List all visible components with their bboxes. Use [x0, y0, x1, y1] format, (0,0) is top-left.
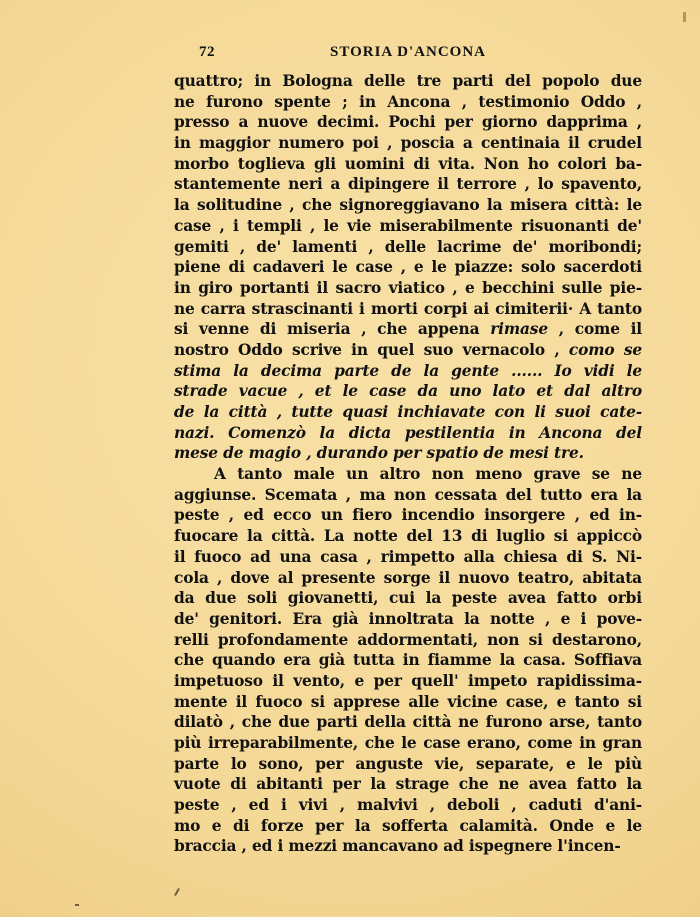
- text-line: mo e di forze per la sofferta calamità. Onde e le: [174, 816, 642, 835]
- text-line: ne carra strascinanti i morti corpi ai cimiterii· A tanto: [174, 299, 642, 318]
- text-line: peste , ed ecco un fiero incendio insorgere , ed in-: [174, 506, 642, 525]
- text-line: piene di cadaveri le case , e le piazze: solo sacerdoti: [174, 258, 642, 277]
- text-line: mese de magio , durando per spatio de mesi tre.: [174, 444, 584, 463]
- text-line: impetuoso il vento, e per quell' impeto rapidissima-: [174, 671, 642, 690]
- text-line: quattro; in Bologna delle tre parti del popolo due: [174, 72, 642, 90]
- text-line: che quando era già tutta in fiamme la casa. Soffiava: [174, 651, 642, 670]
- text-line: più irreparabilmente, che le case erano, come in gran: [174, 734, 642, 752]
- running-title: STORIA D'ANCONA: [330, 44, 486, 60]
- text-line: [174, 319, 642, 340]
- paper-edge-mark: [683, 12, 686, 22]
- page-number: 72: [199, 44, 215, 60]
- paper-speck: [75, 904, 79, 906]
- text-line: stima la decima parte de la gente ...... Io vidi le: [174, 361, 642, 380]
- text-line: in maggior numero poi , poscia a centinaia il crudel: [174, 134, 642, 153]
- text-line: case , i templi , le vie miserabilmente risuonanti de': [174, 216, 642, 235]
- text-line: morbo toglieva gli uomini di vita. Non ho colori ba-: [174, 154, 642, 173]
- text-line: in giro portanti il sacro viatico , e becchini sulle pie-: [174, 278, 642, 297]
- line-segment: si venne di miseria , che appena: [174, 320, 480, 339]
- text-line: stantemente neri a dipingere il terrore , lo spavento,: [174, 175, 642, 194]
- text-line: nazi. Comenzò la dicta pestilentia in Ancona del: [174, 423, 642, 442]
- text-line: [174, 340, 642, 361]
- text-line: strade vacue , et le case da uno lato et dal altro: [174, 382, 642, 401]
- text-line: A tanto male un altro non meno grave se ne: [214, 465, 642, 484]
- body-text: [174, 71, 642, 857]
- line-segment-italic: rimase: [490, 320, 548, 339]
- text-line: de' genitori. Era già innoltrata la notte , e i pove-: [174, 609, 642, 628]
- text-line: vuote di abitanti per la strage che ne avea fatto la: [174, 775, 642, 794]
- text-line: fuocare la città. La notte del 13 di luglio si appiccò: [174, 527, 642, 546]
- text-line: aggiunse. Scemata , ma non cessata del tutto era la: [174, 485, 642, 504]
- text-line: peste , ed i vivi , malvivi , deboli , caduti d'ani-: [174, 796, 642, 815]
- text-line: de la città , tutte quasi inchiavate con li suoi cate-: [174, 403, 642, 421]
- text-line: parte lo sono, per anguste vie, separate, e le più: [174, 754, 642, 773]
- text-line: relli profondamente addormentati, non si destarono,: [174, 630, 642, 649]
- text-line: da due soli giovanetti, cui la peste avea fatto orbi: [174, 589, 642, 608]
- text-line: gemiti , de' lamenti , delle lacrime de' moribondi;: [174, 237, 642, 256]
- line-segment: nostro Oddo scrive in quel suo vernacolo ,: [174, 340, 560, 359]
- text-line: mente il fuoco si apprese alle vicine case, e tanto si: [174, 692, 642, 711]
- text-line: cola , dove al presente sorge il nuovo teatro, abitata: [174, 568, 642, 587]
- line-segment: , come il: [558, 320, 642, 339]
- text-line: presso a nuove decimi. Pochi per giorno dapprima ,: [174, 113, 642, 132]
- text-line: il fuoco ad una casa , rimpetto alla chiesa di S. Ni-: [174, 547, 642, 566]
- text-line: braccia , ed i mezzi mancavano ad ispegnere l'incen-: [174, 837, 621, 856]
- paper-speck: [174, 888, 180, 896]
- text-line: la solitudine , che signoreggiavano la misera città: le: [174, 196, 642, 215]
- text-line: dilatò , che due parti della città ne furono arse, tanto: [174, 713, 642, 732]
- line-segment-italic: como se: [568, 340, 643, 359]
- text-line: ne furono spente ; in Ancona , testimonio Oddo ,: [174, 92, 642, 111]
